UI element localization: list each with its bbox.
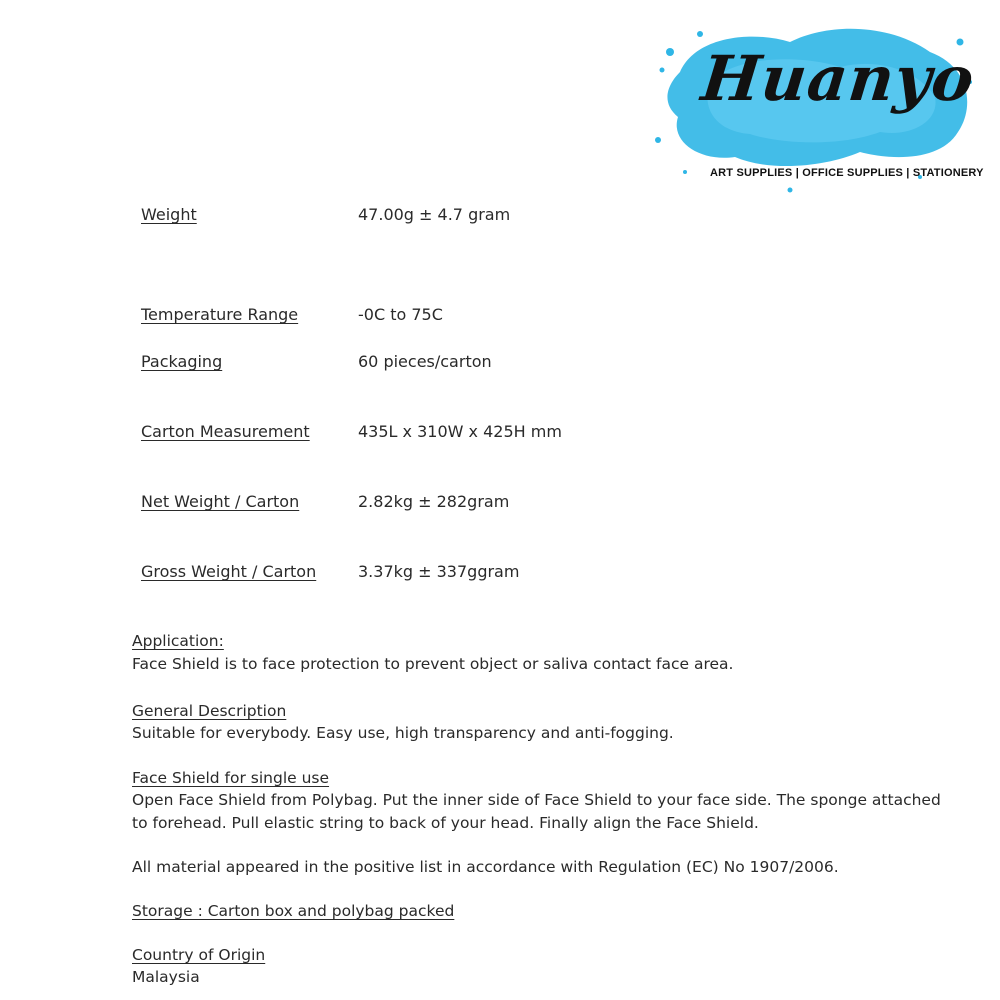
brand-logo [640,12,985,202]
single-use-line-1: Open Face Shield from Polybag. Put the inner side of Face Shield to your face side. The sponge attached [132,791,941,809]
spec-value-net-weight: 2.82kg ± 282gram [358,492,510,511]
spec-label-net-weight: Net Weight / Carton [141,492,300,511]
spec-value-carton-measurement: 435L x 310W x 425H mm [358,422,562,441]
spec-value-temperature: -0C to 75C [358,305,443,324]
spec-value-gross-weight: 3.37kg ± 337ggram [358,562,520,581]
brand-wordmark: Huanyo [698,42,979,115]
spec-label-weight: Weight [141,205,197,224]
single-use-line-2: to forehead. Pull elastic string to back of your head. Finally align the Face Shield. [132,814,759,832]
spec-label-temperature: Temperature Range [141,305,299,324]
storage-heading: Storage : Carton box and polybag packed [132,902,455,920]
country-of-origin-heading: Country of Origin [132,946,266,964]
spec-label-packaging: Packaging [141,352,223,371]
brand-tagline: ART SUPPLIES | OFFICE SUPPLIES | STATIONERY [710,167,984,179]
spec-label-gross-weight: Gross Weight / Carton [141,562,317,581]
spec-value-weight: 47.00g ± 4.7 gram [358,205,511,224]
application-text: Face Shield is to face protection to prevent object or saliva contact face area. [132,655,734,673]
spec-label-carton-measurement: Carton Measurement [141,422,310,441]
single-use-heading: Face Shield for single use [132,769,330,787]
application-heading: Application: [132,632,224,650]
general-description-heading: General Description [132,702,287,720]
country-of-origin-value: Malaysia [132,968,200,986]
general-description-text: Suitable for everybody. Easy use, high transparency and anti-fogging. [132,724,674,742]
spec-value-packaging: 60 pieces/carton [358,352,492,371]
regulation-text: All material appeared in the positive list in accordance with Regulation (EC) No 1907/2006. [132,858,839,876]
